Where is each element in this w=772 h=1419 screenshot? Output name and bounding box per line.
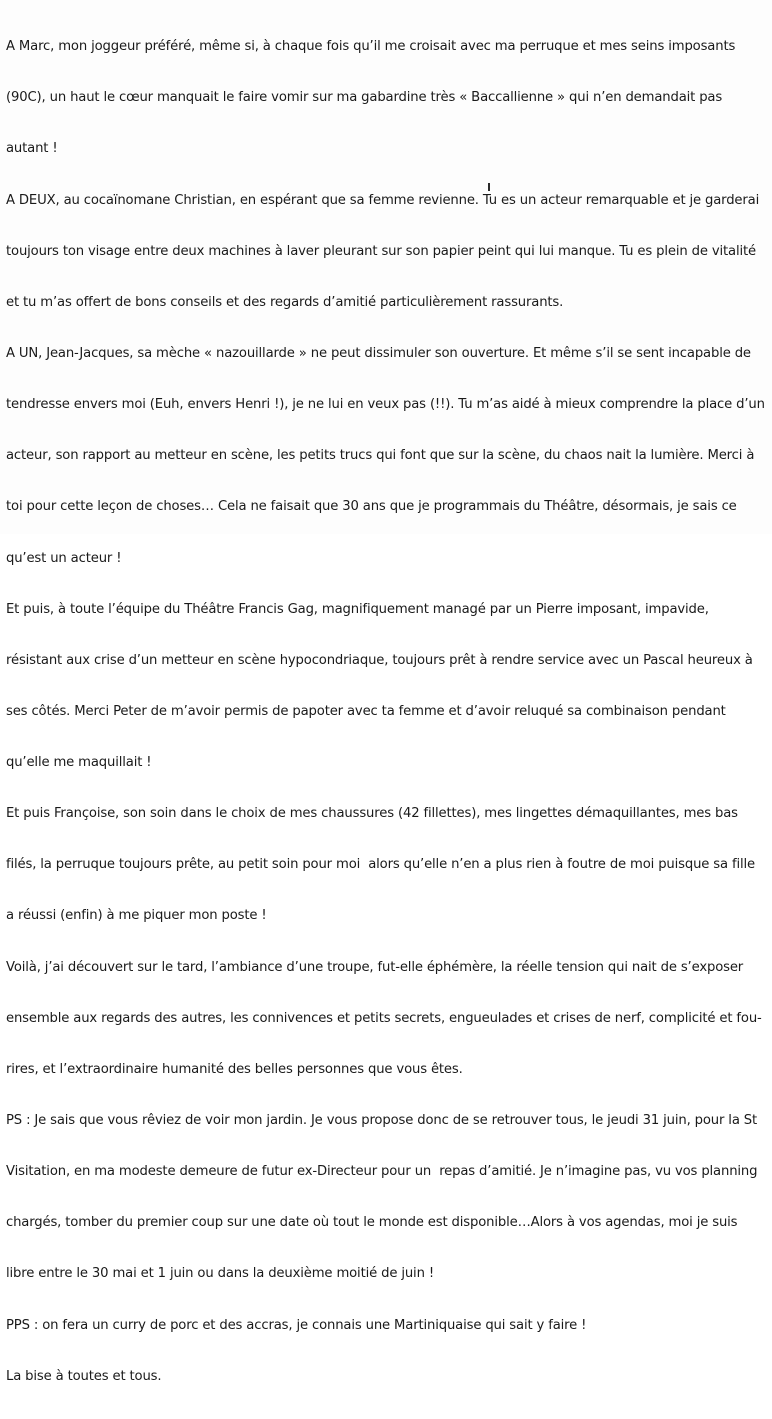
scan-speck — [488, 183, 490, 191]
text-line: Et puis, à toute l’équipe du Théâtre Francis Gag, magnifiquement managé par un Pierre imposant, impavide, — [6, 601, 709, 617]
text-line: qu’est un acteur ! — [6, 550, 122, 566]
text-line: (90C), un haut le cœur manquait le faire vomir sur ma gabardine très « Baccallienne » qui n’en demandait pas — [6, 90, 723, 106]
text-line: a réussi (enfin) à me piquer mon poste ! — [6, 908, 267, 924]
text-line: toi pour cette leçon de choses… Cela ne faisait que 30 ans que je programmais du Théâtre, désormais, je sais ce — [6, 499, 737, 515]
text-line: ses côtés. Merci Peter de m’avoir permis de papoter avec ta femme et d’avoir reluqué sa combinaison pendant — [6, 703, 726, 719]
text-line: libre entre le 30 mai et 1 juin ou dans la deuxième moitié de juin ! — [6, 1266, 434, 1282]
text-line: tendresse envers moi (Euh, envers Henri !), je ne lui en veux pas (!!). Tu m’as aidé à mieux comprendre la place d’un — [6, 397, 765, 413]
text-line: filés, la perruque toujours prête, au petit soin pour moi alors qu’elle n’en a plus rien à foutre de moi puisque sa fille — [6, 857, 756, 873]
text-line: et tu m’as offert de bons conseils et des regards d’amitié particulièrement rassurants. — [6, 294, 564, 310]
letter-text — [6, 4, 766, 1419]
text-line: résistant aux crise d’un metteur en scène hypocondriaque, toujours prêt à rendre service avec un Pascal heureux à — [6, 652, 753, 668]
text-line: Visitation, en ma modeste demeure de futur ex-Directeur pour un repas d’amitié. Je n’imagine pas, vu vos planning — [6, 1164, 758, 1180]
text-line: autant ! — [6, 141, 58, 157]
text-line: toujours ton visage entre deux machines à laver pleurant sur son papier peint qui lui manque. Tu es plein de vitalité — [6, 243, 756, 259]
text-line: PS : Je sais que vous rêviez de voir mon jardin. Je vous propose donc de se retrouver tous, le jeudi 31 juin, pour la St — [6, 1113, 758, 1129]
text-line: PPS : on fera un curry de porc et des accras, je connais une Martiniquaise qui sait y faire ! — [6, 1317, 587, 1333]
text-line: A Marc, mon joggeur préféré, même si, à chaque fois qu’il me croisait avec ma perruque et mes seins imposants — [6, 39, 736, 55]
text-line: acteur, son rapport au metteur en scène, les petits trucs qui font que sur la scène, du chaos nait la lumière. Merci à — [6, 448, 755, 464]
text-line: La bise à toutes et tous. — [6, 1368, 162, 1384]
text-line: ensemble aux regards des autres, les connivences et petits secrets, engueulades et crises de nerf, complicité et fou- — [6, 1010, 762, 1026]
text-line: A UN, Jean-Jacques, sa mèche « nazouillarde » ne peut dissimuler son ouverture. Et même s’il se sent incapable de — [6, 345, 751, 361]
text-line: A DEUX, au cocaïnomane Christian, en espérant que sa femme revienne. Tu es un acteur remarquable et je garderai — [6, 192, 760, 208]
text-line: Et puis Françoise, son soin dans le choix de mes chaussures (42 fillettes), mes lingettes démaquillantes, mes bas — [6, 806, 738, 822]
text-line: qu’elle me maquillait ! — [6, 755, 152, 771]
text-line: rires, et l’extraordinaire humanité des belles personnes que vous êtes. — [6, 1061, 463, 1077]
text-line: chargés, tomber du premier coup sur une date où tout le monde est disponible…Alors à vos agendas, moi je suis — [6, 1215, 738, 1231]
text-line: Voilà, j’ai découvert sur le tard, l’ambiance d’une troupe, fut-elle éphémère, la réelle tension qui nait de s’exposer — [6, 959, 744, 975]
